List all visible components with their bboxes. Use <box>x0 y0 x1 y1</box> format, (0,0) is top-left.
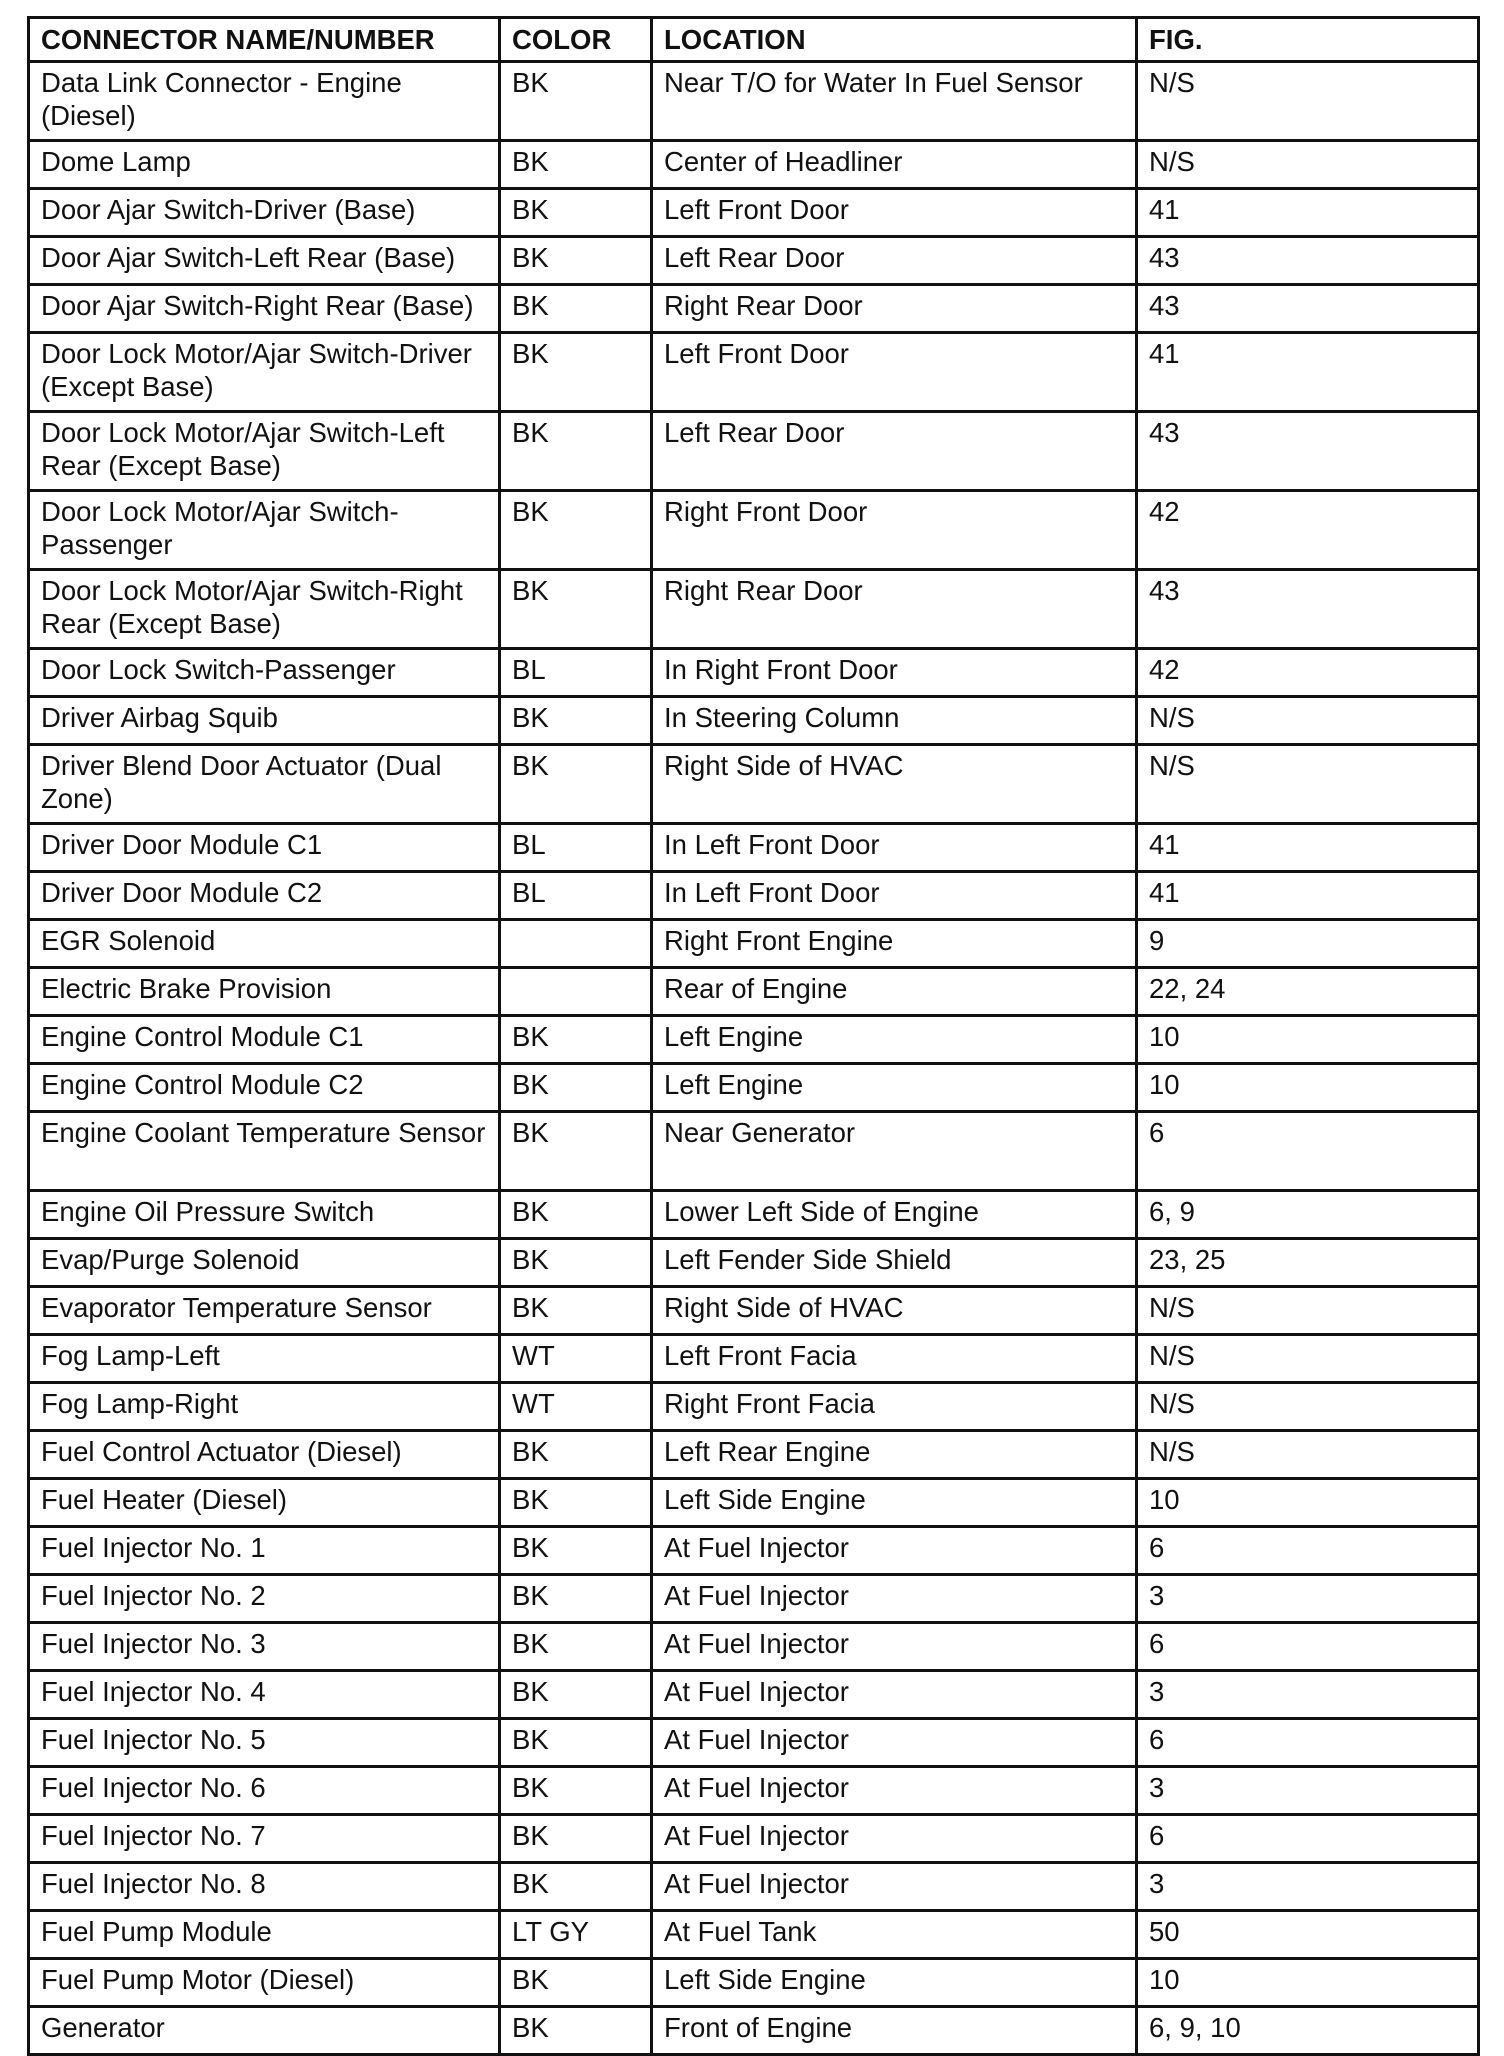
header-connector-name: CONNECTOR NAME/NUMBER <box>29 18 500 62</box>
cell-fig: 43 <box>1137 237 1479 285</box>
cell-connector-name: Door Lock Motor/Ajar Switch-Right Rear (Except Base) <box>29 570 500 649</box>
cell-fig: 22, 24 <box>1137 968 1479 1016</box>
cell-connector-name: Fuel Injector No. 1 <box>29 1527 500 1575</box>
cell-connector-name: Fuel Injector No. 2 <box>29 1575 500 1623</box>
cell-connector-name: Driver Blend Door Actuator (Dual Zone) <box>29 745 500 824</box>
cell-fig: 9 <box>1137 920 1479 968</box>
cell-fig: 6, 9 <box>1137 1191 1479 1239</box>
cell-location: Right Rear Door <box>652 570 1137 649</box>
cell-color: BK <box>500 697 652 745</box>
table-row <box>29 2007 1479 2055</box>
cell-fig: 41 <box>1137 333 1479 412</box>
cell-color: BK <box>500 285 652 333</box>
connector-table-container <box>27 16 1477 2056</box>
cell-connector-name: Door Lock Motor/Ajar Switch-Passenger <box>29 491 500 570</box>
cell-fig: 6 <box>1137 1719 1479 1767</box>
table-row <box>29 1623 1479 1671</box>
cell-location: At Fuel Injector <box>652 1671 1137 1719</box>
cell-location: Left Front Door <box>652 333 1137 412</box>
cell-color: BK <box>500 1671 652 1719</box>
cell-connector-name: Door Lock Motor/Ajar Switch-Driver (Except Base) <box>29 333 500 412</box>
cell-color: BK <box>500 1575 652 1623</box>
cell-fig: 23, 25 <box>1137 1239 1479 1287</box>
cell-fig: N/S <box>1137 1431 1479 1479</box>
table-row <box>29 649 1479 697</box>
table-row <box>29 412 1479 491</box>
cell-color: BK <box>500 1863 652 1911</box>
cell-color: WT <box>500 1383 652 1431</box>
cell-location: At Fuel Injector <box>652 1527 1137 1575</box>
cell-location: Near Generator <box>652 1112 1137 1191</box>
cell-location: In Right Front Door <box>652 649 1137 697</box>
cell-connector-name: Dome Lamp <box>29 141 500 189</box>
table-row <box>29 920 1479 968</box>
cell-color: BK <box>500 1959 652 2007</box>
cell-color: BL <box>500 872 652 920</box>
cell-location: At Fuel Tank <box>652 1911 1137 1959</box>
cell-connector-name: Door Lock Switch-Passenger <box>29 649 500 697</box>
cell-location: Center of Headliner <box>652 141 1137 189</box>
cell-connector-name: Driver Door Module C2 <box>29 872 500 920</box>
cell-fig: 50 <box>1137 1911 1479 1959</box>
cell-connector-name: Fuel Injector No. 6 <box>29 1767 500 1815</box>
cell-location: Right Rear Door <box>652 285 1137 333</box>
cell-location: Near T/O for Water In Fuel Sensor <box>652 62 1137 141</box>
cell-color: BK <box>500 1239 652 1287</box>
table-row <box>29 1719 1479 1767</box>
cell-location: At Fuel Injector <box>652 1863 1137 1911</box>
cell-fig: N/S <box>1137 1287 1479 1335</box>
table-row <box>29 1239 1479 1287</box>
table-row <box>29 1767 1479 1815</box>
table-row <box>29 491 1479 570</box>
cell-fig: N/S <box>1137 1383 1479 1431</box>
cell-connector-name: Evaporator Temperature Sensor <box>29 1287 500 1335</box>
cell-connector-name: Fuel Injector No. 5 <box>29 1719 500 1767</box>
table-row <box>29 745 1479 824</box>
cell-connector-name: Driver Airbag Squib <box>29 697 500 745</box>
header-row <box>29 18 1479 62</box>
cell-color: BK <box>500 1064 652 1112</box>
cell-location: At Fuel Injector <box>652 1575 1137 1623</box>
cell-color: BK <box>500 412 652 491</box>
table-body <box>29 62 1479 2055</box>
cell-fig: N/S <box>1137 697 1479 745</box>
cell-fig: 41 <box>1137 189 1479 237</box>
cell-location: In Steering Column <box>652 697 1137 745</box>
cell-fig: 10 <box>1137 1959 1479 2007</box>
cell-color: BK <box>500 1527 652 1575</box>
table-row <box>29 968 1479 1016</box>
cell-fig: 3 <box>1137 1671 1479 1719</box>
cell-color: BK <box>500 745 652 824</box>
cell-connector-name: Fuel Injector No. 8 <box>29 1863 500 1911</box>
cell-color: BK <box>500 570 652 649</box>
header-fig: FIG. <box>1137 18 1479 62</box>
cell-color: BK <box>500 1431 652 1479</box>
table-row <box>29 570 1479 649</box>
cell-color: BL <box>500 824 652 872</box>
cell-connector-name: Engine Control Module C2 <box>29 1064 500 1112</box>
cell-fig: 43 <box>1137 285 1479 333</box>
cell-location: Left Side Engine <box>652 1479 1137 1527</box>
cell-connector-name: Engine Control Module C1 <box>29 1016 500 1064</box>
cell-location: At Fuel Injector <box>652 1815 1137 1863</box>
cell-color: BK <box>500 1016 652 1064</box>
cell-fig: 10 <box>1137 1064 1479 1112</box>
cell-connector-name: Door Ajar Switch-Right Rear (Base) <box>29 285 500 333</box>
table-row <box>29 1335 1479 1383</box>
cell-fig: 6 <box>1137 1623 1479 1671</box>
table-row <box>29 1911 1479 1959</box>
cell-fig: 42 <box>1137 491 1479 570</box>
cell-fig: 43 <box>1137 570 1479 649</box>
cell-location: Left Engine <box>652 1016 1137 1064</box>
cell-fig: N/S <box>1137 1335 1479 1383</box>
cell-location: Left Front Door <box>652 189 1137 237</box>
cell-fig: 41 <box>1137 872 1479 920</box>
cell-color: BK <box>500 1287 652 1335</box>
cell-color <box>500 968 652 1016</box>
table-row <box>29 1287 1479 1335</box>
cell-location: Right Front Engine <box>652 920 1137 968</box>
cell-fig: 3 <box>1137 1575 1479 1623</box>
cell-fig: N/S <box>1137 141 1479 189</box>
cell-connector-name: Data Link Connector - Engine (Diesel) <box>29 62 500 141</box>
cell-color: BK <box>500 1623 652 1671</box>
connector-table <box>27 16 1480 2056</box>
cell-connector-name: Door Ajar Switch-Left Rear (Base) <box>29 237 500 285</box>
cell-color: BL <box>500 649 652 697</box>
cell-location: Right Front Door <box>652 491 1137 570</box>
cell-connector-name: Fog Lamp-Left <box>29 1335 500 1383</box>
cell-fig: 6 <box>1137 1112 1479 1191</box>
cell-location: Rear of Engine <box>652 968 1137 1016</box>
cell-connector-name: Fog Lamp-Right <box>29 1383 500 1431</box>
cell-color: BK <box>500 237 652 285</box>
cell-fig: 42 <box>1137 649 1479 697</box>
cell-fig: N/S <box>1137 745 1479 824</box>
cell-color: LT GY <box>500 1911 652 1959</box>
cell-fig: 3 <box>1137 1767 1479 1815</box>
cell-location: In Left Front Door <box>652 824 1137 872</box>
cell-connector-name: Fuel Injector No. 4 <box>29 1671 500 1719</box>
cell-color: BK <box>500 189 652 237</box>
table-row <box>29 1527 1479 1575</box>
cell-fig: 6, 9, 10 <box>1137 2007 1479 2055</box>
cell-color: BK <box>500 1815 652 1863</box>
table-row <box>29 872 1479 920</box>
table-row <box>29 333 1479 412</box>
cell-color: BK <box>500 1479 652 1527</box>
cell-connector-name: Evap/Purge Solenoid <box>29 1239 500 1287</box>
cell-location: Lower Left Side of Engine <box>652 1191 1137 1239</box>
table-row <box>29 285 1479 333</box>
table-row <box>29 1575 1479 1623</box>
cell-location: Right Side of HVAC <box>652 745 1137 824</box>
cell-fig: 43 <box>1137 412 1479 491</box>
cell-connector-name: Door Ajar Switch-Driver (Base) <box>29 189 500 237</box>
table-row <box>29 1191 1479 1239</box>
cell-location: Right Side of HVAC <box>652 1287 1137 1335</box>
cell-color: BK <box>500 62 652 141</box>
cell-location: Left Rear Door <box>652 237 1137 285</box>
cell-color: BK <box>500 1767 652 1815</box>
cell-color: BK <box>500 2007 652 2055</box>
table-row <box>29 1064 1479 1112</box>
cell-location: Left Fender Side Shield <box>652 1239 1137 1287</box>
cell-connector-name: Fuel Pump Module <box>29 1911 500 1959</box>
cell-color: BK <box>500 491 652 570</box>
cell-location: Left Rear Door <box>652 412 1137 491</box>
cell-connector-name: Fuel Control Actuator (Diesel) <box>29 1431 500 1479</box>
cell-location: At Fuel Injector <box>652 1767 1137 1815</box>
table-row <box>29 1863 1479 1911</box>
table-row <box>29 62 1479 141</box>
table-row <box>29 697 1479 745</box>
table-row <box>29 1671 1479 1719</box>
cell-color: BK <box>500 1191 652 1239</box>
cell-location: Left Front Facia <box>652 1335 1137 1383</box>
table-row <box>29 189 1479 237</box>
cell-location: At Fuel Injector <box>652 1719 1137 1767</box>
cell-connector-name: Engine Oil Pressure Switch <box>29 1191 500 1239</box>
cell-connector-name: Generator <box>29 2007 500 2055</box>
cell-color <box>500 920 652 968</box>
table-row <box>29 1479 1479 1527</box>
cell-fig: N/S <box>1137 62 1479 141</box>
cell-location: At Fuel Injector <box>652 1623 1137 1671</box>
cell-connector-name: Engine Coolant Temperature Sensor <box>29 1112 500 1191</box>
cell-location: Right Front Facia <box>652 1383 1137 1431</box>
cell-connector-name: Fuel Injector No. 3 <box>29 1623 500 1671</box>
cell-connector-name: Fuel Injector No. 7 <box>29 1815 500 1863</box>
cell-location: In Left Front Door <box>652 872 1137 920</box>
cell-connector-name: Fuel Heater (Diesel) <box>29 1479 500 1527</box>
header-color: COLOR <box>500 18 652 62</box>
cell-connector-name: Fuel Pump Motor (Diesel) <box>29 1959 500 2007</box>
cell-connector-name: Driver Door Module C1 <box>29 824 500 872</box>
cell-fig: 41 <box>1137 824 1479 872</box>
cell-fig: 6 <box>1137 1527 1479 1575</box>
cell-color: BK <box>500 1719 652 1767</box>
table-row <box>29 1431 1479 1479</box>
table-row <box>29 1815 1479 1863</box>
cell-fig: 10 <box>1137 1479 1479 1527</box>
table-row <box>29 1383 1479 1431</box>
cell-fig: 10 <box>1137 1016 1479 1064</box>
table-row <box>29 141 1479 189</box>
table-row <box>29 1112 1479 1191</box>
cell-connector-name: EGR Solenoid <box>29 920 500 968</box>
cell-fig: 6 <box>1137 1815 1479 1863</box>
cell-fig: 3 <box>1137 1863 1479 1911</box>
cell-connector-name: Door Lock Motor/Ajar Switch-Left Rear (Except Base) <box>29 412 500 491</box>
cell-location: Left Rear Engine <box>652 1431 1137 1479</box>
table-row <box>29 237 1479 285</box>
cell-color: BK <box>500 141 652 189</box>
cell-connector-name: Electric Brake Provision <box>29 968 500 1016</box>
cell-color: BK <box>500 333 652 412</box>
cell-location: Left Engine <box>652 1064 1137 1112</box>
table-row <box>29 1016 1479 1064</box>
cell-color: BK <box>500 1112 652 1191</box>
table-row <box>29 1959 1479 2007</box>
cell-location: Front of Engine <box>652 2007 1137 2055</box>
table-row <box>29 824 1479 872</box>
header-location: LOCATION <box>652 18 1137 62</box>
cell-color: WT <box>500 1335 652 1383</box>
cell-location: Left Side Engine <box>652 1959 1137 2007</box>
